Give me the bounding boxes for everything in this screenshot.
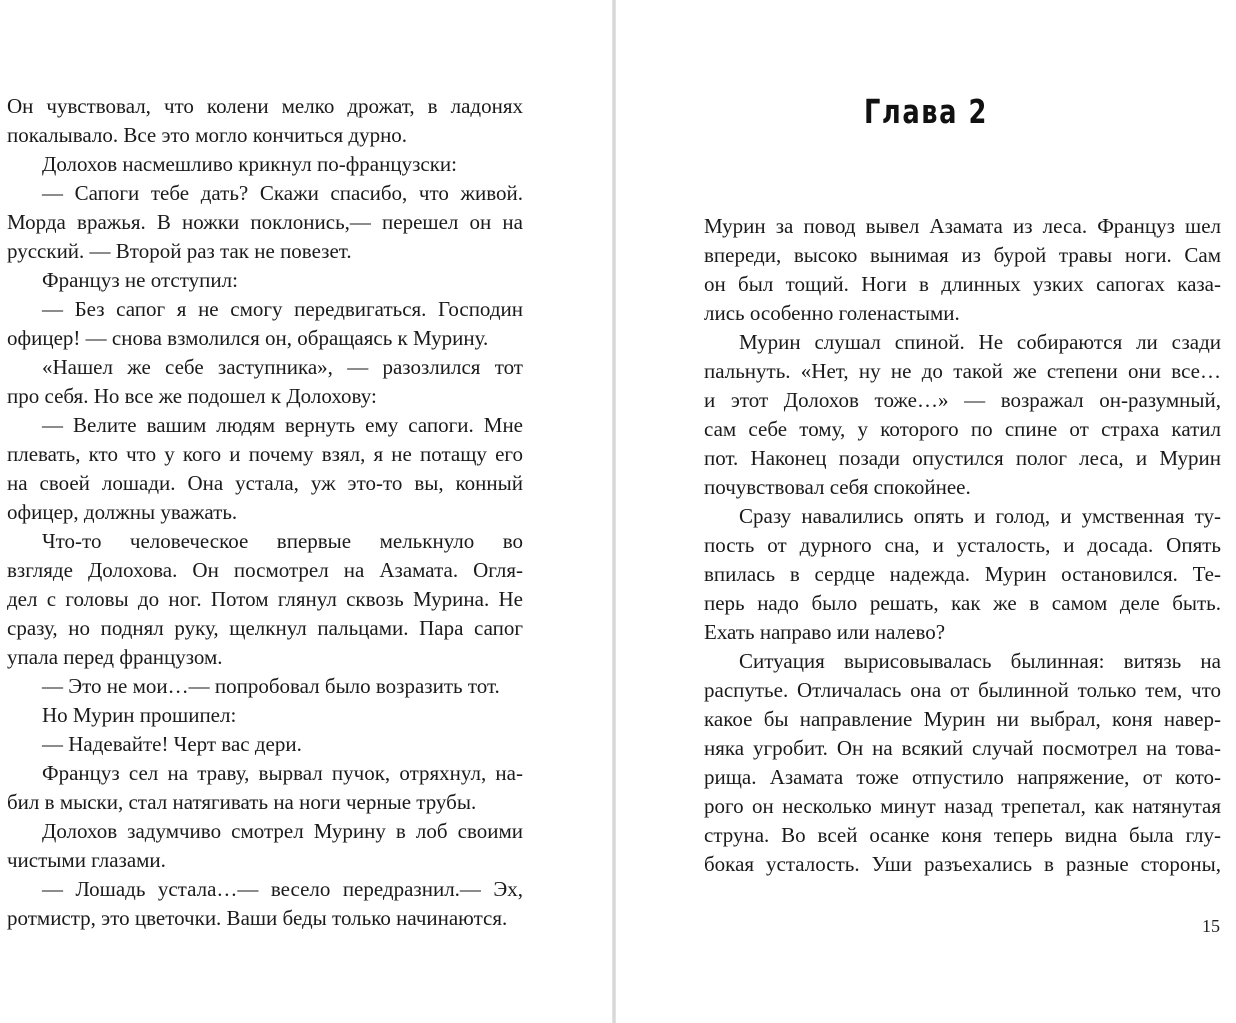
right-page-text (704, 212, 1221, 879)
text-line: Но Мурин прошипел: (42, 703, 237, 727)
text-line: плевать, кто что у кого и почему взял, я не потащу его (7, 442, 523, 466)
right-page (616, 0, 1236, 1023)
text-line: распутье. Отличалась она от былинной только тем, что (704, 678, 1221, 702)
text-line: Долохов задумчиво смотрел Мурину в лоб своими (42, 819, 523, 843)
text-line: впилась в сердце надежда. Мурин остановился. Те- (704, 562, 1221, 586)
text-line: сам себе тому, у которого по спине от страха катил (704, 417, 1221, 441)
text-line: Он чувствовал, что колени мелко дрожат, в ладонях (7, 94, 523, 118)
text-line: — Лошадь устала…— весело передразнил.— Эх, (42, 877, 523, 901)
text-line: Ситуация вырисовывалась былинная: витязь на (739, 649, 1221, 673)
text-line: про себя. Но все же подошел к Долохову: (7, 384, 377, 408)
text-line: упала перед французом. (7, 645, 223, 669)
text-line: сразу, но поднял руку, щелкнул пальцами. Пара сапог (7, 616, 523, 640)
text-line: взгляде Долохова. Он посмотрел на Азамата. Огля- (7, 558, 523, 582)
text-line: ротмистр, это цветочки. Ваши беды только начинаются. (7, 906, 508, 930)
text-line: Ехать направо или налево? (704, 620, 946, 644)
text-line: Француз сел на траву, вырвал пучок, отряхнул, на- (42, 761, 523, 785)
text-line: офицер! — снова взмолился он, обращаясь к Мурину. (7, 326, 489, 350)
text-line: впереди, высоко вынимая из бурой травы ноги. Сам (704, 243, 1221, 267)
text-line: пальнуть. «Нет, ну не до такой же степени они все… (704, 359, 1221, 383)
text-line: на своей лошади. Она устала, уж это-то вы, конный (7, 471, 523, 495)
text-line: Морда вражья. В ножки поклонись,— перешел он на (7, 210, 523, 234)
text-line: няка угробит. Он на всякий случай посмотрел на това- (704, 736, 1221, 760)
text-line: струна. Во всей осанке коня теперь видна была глу- (704, 823, 1221, 847)
text-line: — Без сапог я не смогу передвигаться. Господин (42, 297, 523, 321)
text-line: бокая усталость. Уши разъехались в разные стороны, (704, 852, 1221, 876)
text-line: Сразу навалились опять и голод, и умственная ту- (739, 504, 1221, 528)
text-line: пот. Наконец позади опустился полог леса, и Мурин (704, 446, 1221, 470)
text-line: — Велите вашим людям вернуть ему сапоги. Мне (42, 413, 523, 437)
text-line: почувствовал себя спокойнее. (704, 475, 971, 499)
text-line: Долохов насмешливо крикнул по-французски: (42, 152, 457, 176)
text-line: рого он несколько минут назад трепетал, как натянутая (704, 794, 1221, 818)
text-line: — Сапоги тебе дать? Скажи спасибо, что живой. (42, 181, 523, 205)
text-line: русский. — Второй раз так не повезет. (7, 239, 352, 263)
text-line: покалывало. Все это могло кончиться дурно. (7, 123, 408, 147)
text-line: — Это не мои…— попробовал было возразить тот. (42, 674, 500, 698)
text-line: Француз не отступил: (42, 268, 238, 292)
text-line: перь надо было решать, как же в самом деле быть. (704, 591, 1221, 615)
text-line: и этот Долохов тоже…» — возражал он-разумный, (704, 388, 1221, 412)
text-line: бил в мыски, стал натягивать на ноги черные трубы. (7, 790, 477, 814)
text-line: пость от дурного сна, и усталость, и досада. Опять (704, 533, 1221, 557)
text-line: рища. Азамата тоже отпустило напряжение, от кото- (704, 765, 1221, 789)
page-number: 15 (1202, 916, 1220, 936)
text-line: офицер, должны уважать. (7, 500, 238, 524)
text-line: «Нашел же себе заступника», — разозлился тот (42, 355, 523, 379)
text-line: Что-то человеческое впервые мелькнуло во (42, 529, 523, 553)
text-line: Мурин слушал спиной. Не собираются ли сзади (739, 330, 1221, 354)
text-line: какое бы направление Мурин ни выбрал, коня навер- (704, 707, 1221, 731)
text-line: лись особенно голенастыми. (704, 301, 960, 325)
text-line: чистыми глазами. (7, 848, 166, 872)
text-line: — Надевайте! Черт вас дери. (42, 732, 302, 756)
text-line: дел с головы до ног. Потом глянул сквозь Мурина. Не (7, 587, 523, 611)
text-line: Мурин за повод вывел Азамата из леса. Француз шел (704, 214, 1221, 238)
left-page-text (7, 92, 523, 933)
text-line: он был тощий. Ноги в длинных узких сапогах каза- (704, 272, 1221, 296)
left-page (0, 0, 612, 1023)
chapter-title: Глава 2 (863, 92, 989, 131)
